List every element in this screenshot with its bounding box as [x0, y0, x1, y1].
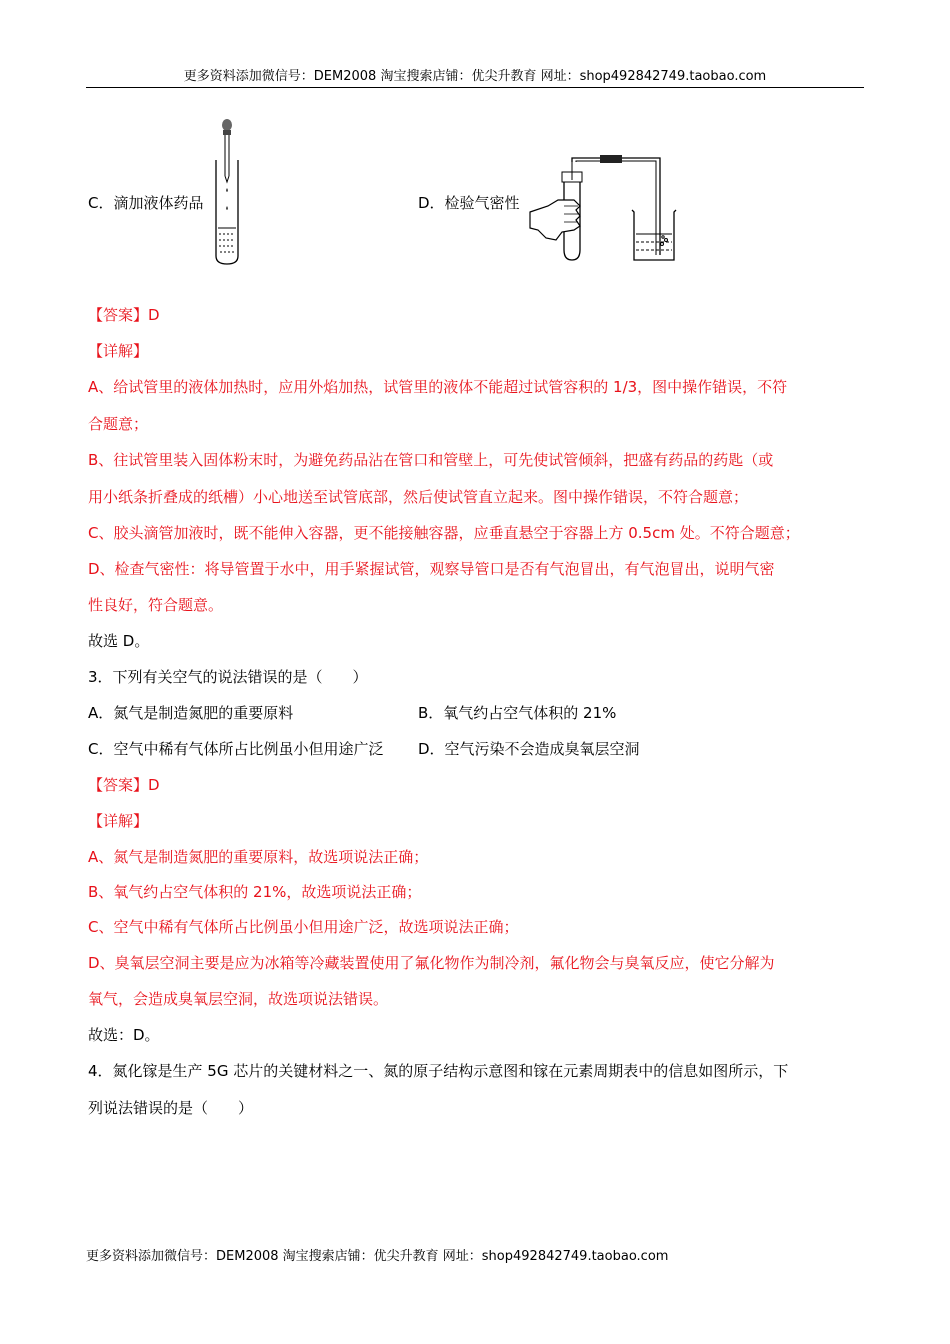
q3-option-a: A．氮气是制造氮肥的重要原料 — [88, 704, 294, 722]
q2-explanation-line: 性良好，符合题意。 — [88, 596, 224, 614]
q3-explanation-line: D、臭氧层空洞主要是应为冰箱等冷藏装置使用了氟化物作为制冷剂，氟化物会与臭氧反应，使它分解为 — [88, 954, 775, 972]
q3-answer-value: D — [148, 776, 160, 794]
dropper-test-tube-illustration — [212, 116, 242, 266]
q2-explanation-line: A、给试管里的液体加热时，应用外焰加热，试管里的液体不能超过试管容积的 1/3，图中操作错误，不符 — [88, 378, 788, 396]
q2-option-c: C．滴加液体药品 — [88, 194, 204, 212]
q3-stem: 3．下列有关空气的说法错误的是（ ） — [88, 668, 368, 686]
q2-explanation-line: C、胶头滴管加液时，既不能伸入容器，更不能接触容器，应垂直悬空于容器上方 0.5cm 处。不符合题意； — [88, 524, 800, 542]
q2-conclusion: 故选 D。 — [88, 632, 150, 650]
airtightness-check-illustration — [528, 150, 678, 265]
q2-option-d: D．检验气密性 — [418, 194, 520, 212]
q3-explanation-line: B、氧气约占空气体积的 21%，故选项说法正确； — [88, 883, 422, 901]
page-header: 更多资料添加微信号：DEM2008 淘宝搜索店铺：优尖升教育 网址：shop492842749.taobao.com — [183, 69, 767, 84]
q2-explanation-line: B、往试管里装入固体粉末时，为避免药品沾在管口和管壁上，可先使试管倾斜，把盛有药品的药匙（或 — [88, 451, 774, 469]
q2-answer-value: D — [148, 306, 160, 324]
q2-answer — [88, 305, 160, 325]
q3-answer — [88, 775, 160, 795]
q2-explanation-line: 用小纸条折叠成的纸槽）小心地送至试管底部，然后使试管直立起来。图中操作错误，不符合题意； — [88, 488, 749, 506]
q3-answer-label: 【答案】 — [88, 776, 149, 794]
q2-explanation-line: D、检查气密性：将导管置于水中，用手紧握试管，观察导管口是否有气泡冒出，有气泡冒出，说明气密 — [88, 560, 775, 578]
q3-conclusion: 故选：D。 — [88, 1026, 160, 1044]
q3-option-d: D．空气污染不会造成臭氧层空洞 — [418, 740, 640, 758]
q3-option-c: C．空气中稀有气体所占比例虽小但用途广泛 — [88, 740, 384, 758]
q3-detail-label: 【详解】 — [88, 812, 149, 830]
q2-answer-label: 【答案】 — [88, 306, 149, 324]
q3-option-b: B．氧气约占空气体积的 21% — [418, 704, 617, 722]
header-divider — [86, 87, 864, 88]
page-footer: 更多资料添加微信号：DEM2008 淘宝搜索店铺：优尖升教育 网址：shop492842749.taobao.com — [86, 1249, 669, 1264]
q3-explanation-line: 氧气，会造成臭氧层空洞，故选项说法错误。 — [88, 990, 389, 1008]
q2-detail-label: 【详解】 — [88, 342, 149, 360]
q3-explanation-line: C、空气中稀有气体所占比例虽小但用途广泛，故选项说法正确； — [88, 918, 519, 936]
q2-explanation-line: 合题意； — [88, 415, 149, 433]
q3-explanation-line: A、氮气是制造氮肥的重要原料，故选项说法正确； — [88, 848, 429, 866]
q4-stem-line1: 4．氮化镓是生产 5G 芯片的关键材料之一、氮的原子结构示意图和镓在元素周期表中的信息如图所示，下 — [88, 1062, 789, 1080]
q4-stem-line2: 列说法错误的是（ ） — [88, 1099, 254, 1117]
